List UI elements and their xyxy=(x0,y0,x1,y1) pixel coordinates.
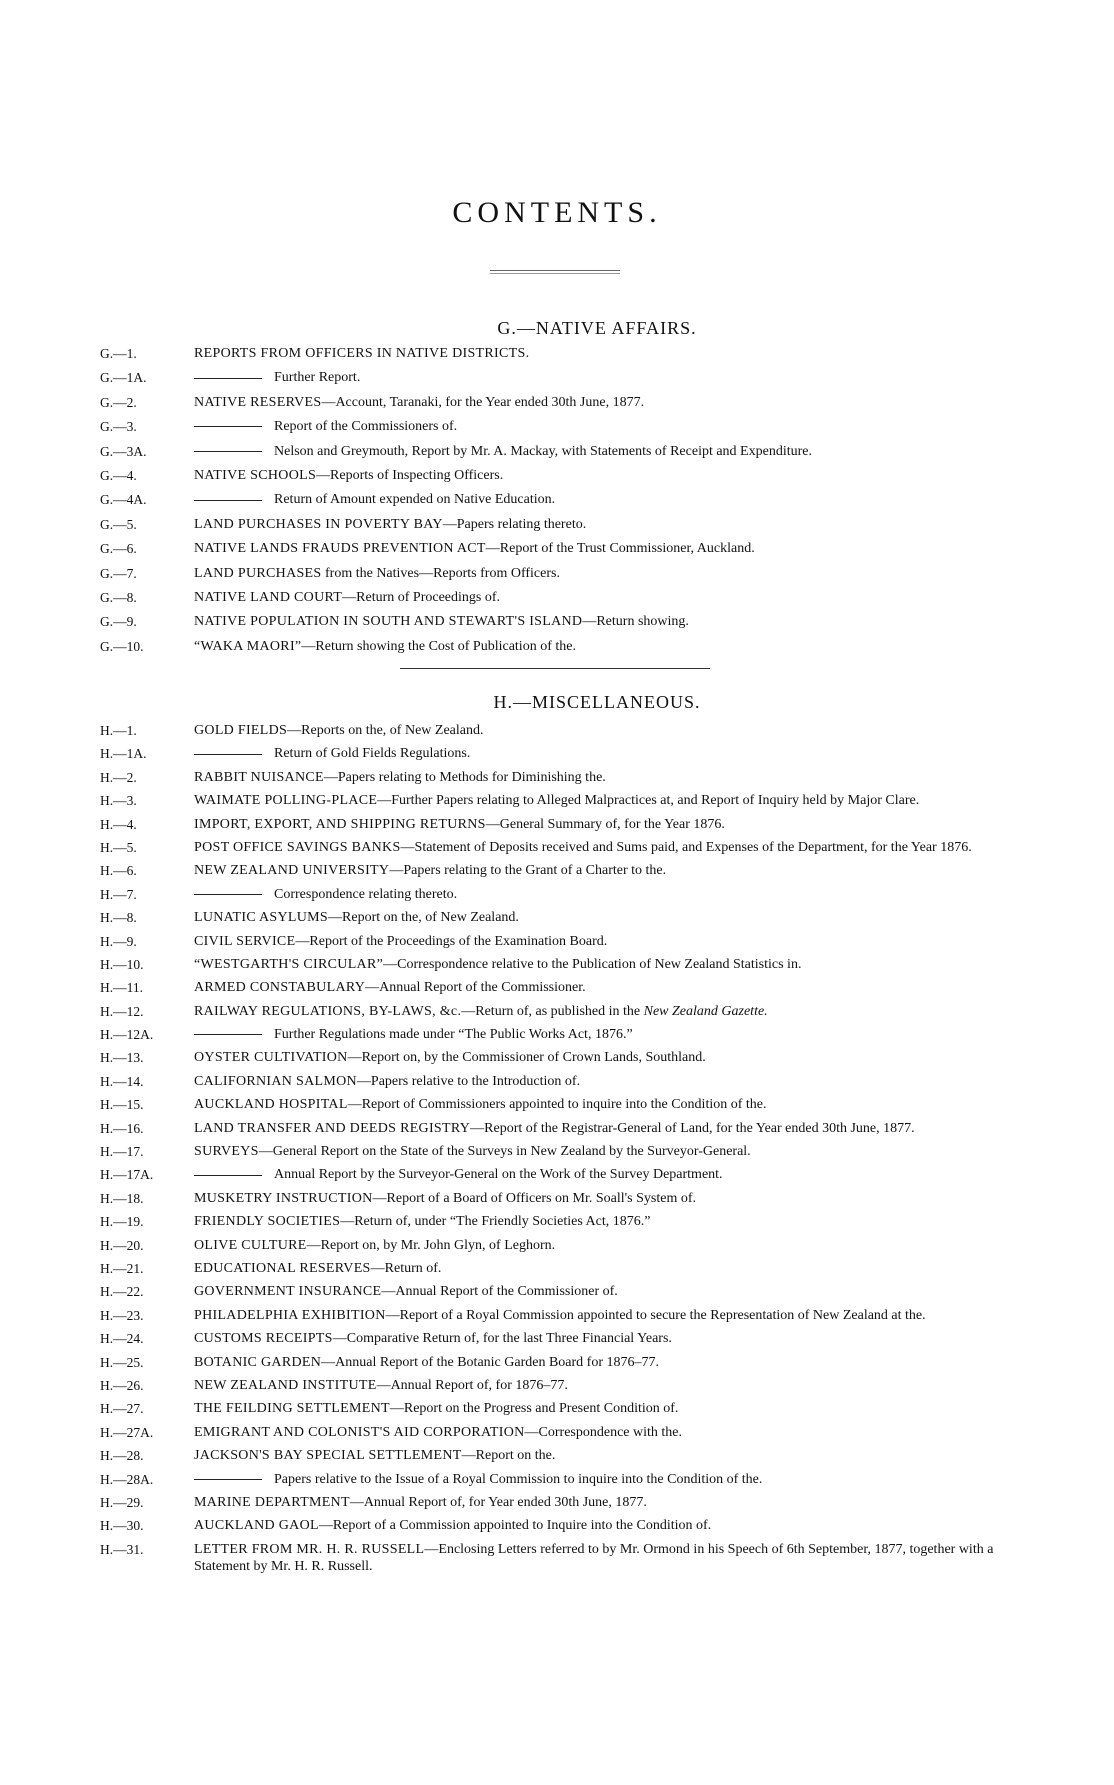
entry-description xyxy=(186,1541,1015,1575)
entry-title: LETTER FROM MR. H. R. RUSSELL xyxy=(194,1541,425,1557)
contents-entry xyxy=(100,745,1015,762)
ditto-rule xyxy=(194,1034,262,1035)
entry-text: —Papers relating thereto. xyxy=(442,516,587,532)
entry-text: —Annual Report of, for 1876–77. xyxy=(376,1377,568,1393)
ditto-rule xyxy=(194,754,262,755)
section-divider xyxy=(400,668,710,669)
entry-title: JACKSON'S BAY SPECIAL SETTLEMENT xyxy=(194,1448,462,1464)
entry-description xyxy=(186,1307,1015,1324)
entry-text: —Report on the, of New Zealand. xyxy=(328,910,519,926)
entry-reference: H.—21. xyxy=(100,1260,144,1276)
entry-reference: H.—12. xyxy=(100,1003,144,1019)
entry-text: —Return of. xyxy=(370,1260,442,1276)
entry-reference: G.—3A. xyxy=(100,443,147,459)
entry-description xyxy=(186,862,1015,879)
entry-description xyxy=(186,1400,1015,1417)
entry-description xyxy=(186,909,1015,926)
entry-reference: H.—9. xyxy=(100,933,137,949)
entry-text: Correspondence relating thereto. xyxy=(274,886,458,902)
entry-title: FRIENDLY SOCIETIES xyxy=(194,1214,341,1230)
entry-reference: G.—2. xyxy=(100,394,137,410)
entry-description xyxy=(186,369,1015,386)
entry-title: CIVIL SERVICE xyxy=(194,933,296,949)
entry-text: —Report on the. xyxy=(461,1448,556,1464)
entry-reference: H.—1A. xyxy=(100,746,147,762)
entry-description xyxy=(186,1120,1015,1137)
entry-description xyxy=(186,956,1015,973)
entry-title: POST OFFICE SAVINGS BANKS xyxy=(194,839,401,855)
entry-description xyxy=(186,418,1015,435)
entry-text: —Papers relating to Methods for Diminishing the. xyxy=(323,769,606,785)
entry-text: —Annual Report of the Commissioner of. xyxy=(381,1284,618,1300)
contents-entry xyxy=(100,839,1015,856)
section-heading-native-affairs: G.—NATIVE AFFAIRS. xyxy=(497,318,697,338)
contents-entry xyxy=(100,638,1015,655)
entry-description xyxy=(186,1166,1015,1183)
entry-description xyxy=(186,1026,1015,1043)
entry-reference: H.—28A. xyxy=(100,1471,154,1487)
entry-reference: H.—22. xyxy=(100,1284,144,1300)
contents-entry xyxy=(100,792,1015,809)
contents-entry xyxy=(100,516,1015,533)
entry-title: BOTANIC GARDEN xyxy=(194,1354,322,1370)
entry-description xyxy=(186,1003,1015,1020)
contents-entry xyxy=(100,1003,1015,1020)
entry-text: Return of Amount expended on Native Education. xyxy=(274,492,556,508)
contents-entry xyxy=(100,1026,1015,1043)
ditto-rule xyxy=(194,894,262,895)
entry-title: RAILWAY REGULATIONS, BY-LAWS, &c. xyxy=(194,1003,462,1019)
entry-text: —Report of a Royal Commission appointed to secure the Representation of New Zealand at the. xyxy=(385,1307,926,1323)
entry-description xyxy=(186,565,1015,582)
entry-description xyxy=(186,467,1015,484)
entry-text: —Annual Report of, for Year ended 30th June, 1877. xyxy=(349,1494,647,1510)
entry-description xyxy=(186,1213,1015,1230)
contents-entry xyxy=(100,613,1015,630)
entry-description xyxy=(186,516,1015,533)
contents-entry xyxy=(100,565,1015,582)
contents-entry xyxy=(100,1307,1015,1324)
entry-title: NEW ZEALAND UNIVERSITY xyxy=(194,863,390,879)
entry-description xyxy=(186,933,1015,950)
entry-title: THE FEILDING SETTLEMENT xyxy=(194,1401,390,1417)
entry-text: —Return showing. xyxy=(582,614,689,630)
entry-text: —Report on the Progress and Present Condition of. xyxy=(389,1401,679,1417)
ditto-rule xyxy=(194,500,262,501)
entry-text: —Statement of Deposits received and Sums paid, and Expenses of the Department, for the Year 1876. xyxy=(400,839,972,855)
entry-reference: H.—11. xyxy=(100,980,143,996)
entry-reference: G.—1. xyxy=(100,346,137,361)
contents-entry xyxy=(100,345,1015,362)
contents-entry xyxy=(100,1049,1015,1066)
entry-description xyxy=(186,1190,1015,1207)
entry-text: Nelson and Greymouth, Report by Mr. A. Mackay, with Statements of Receipt and Expenditure. xyxy=(274,443,812,459)
entry-text: —Report on, by Mr. John Glyn, of Leghorn. xyxy=(306,1237,556,1253)
entry-reference: H.—3. xyxy=(100,793,137,809)
entry-title: NATIVE POPULATION IN SOUTH AND STEWART'S ISLAND xyxy=(194,614,583,630)
contents-entry xyxy=(100,1377,1015,1394)
contents-entry xyxy=(100,1237,1015,1254)
entry-text: Return of Gold Fields Regulations. xyxy=(274,746,471,762)
entry-reference: H.—17A. xyxy=(100,1167,154,1183)
entry-description xyxy=(186,1073,1015,1090)
contents-entry xyxy=(100,1213,1015,1230)
entry-reference: H.—20. xyxy=(100,1237,144,1253)
entry-text: —Papers relative to the Introduction of. xyxy=(356,1073,581,1089)
entry-title: CALIFORNIAN SALMON xyxy=(194,1073,357,1089)
entry-reference: H.—13. xyxy=(100,1050,144,1066)
entry-reference: H.—1. xyxy=(100,723,137,738)
entry-reference: H.—30. xyxy=(100,1518,144,1534)
entry-text: —Annual Report of the Commissioner. xyxy=(365,980,586,996)
entry-reference: H.—23. xyxy=(100,1307,144,1323)
contents-entry xyxy=(100,589,1015,606)
contents-entry xyxy=(100,467,1015,484)
contents-entry xyxy=(100,369,1015,386)
entry-text: Further Report. xyxy=(274,370,361,386)
ditto-rule xyxy=(194,1479,262,1480)
entry-title: NATIVE RESERVES xyxy=(194,394,322,410)
contents-entry xyxy=(100,540,1015,557)
entry-description xyxy=(186,491,1015,508)
entry-title: “WESTGARTH'S CIRCULAR” xyxy=(194,956,384,972)
entry-reference: H.—10. xyxy=(100,956,144,972)
entry-reference: G.—3. xyxy=(100,419,137,435)
contents-entry xyxy=(100,491,1015,508)
entry-reference: G.—5. xyxy=(100,516,137,532)
entry-title: NEW ZEALAND INSTITUTE xyxy=(194,1377,377,1393)
ditto-rule xyxy=(194,1175,262,1176)
entry-description xyxy=(186,1049,1015,1066)
contents-entry xyxy=(100,933,1015,950)
entry-title: OYSTER CULTIVATION xyxy=(194,1050,348,1066)
entry-reference: H.—7. xyxy=(100,886,137,902)
contents-entry xyxy=(100,418,1015,435)
ditto-rule xyxy=(194,426,262,427)
entry-title: AUCKLAND HOSPITAL xyxy=(194,1097,348,1113)
contents-entry xyxy=(100,886,1015,903)
entry-description xyxy=(186,1494,1015,1511)
entry-text: Annual Report by the Surveyor-General on the Work of the Survey Department. xyxy=(274,1167,723,1183)
entry-title: EMIGRANT AND COLONIST'S AID CORPORATION xyxy=(194,1424,525,1440)
contents-entry xyxy=(100,1494,1015,1511)
entry-text: Report of the Commissioners of. xyxy=(274,419,458,435)
entry-title: SURVEYS xyxy=(194,1144,259,1160)
entry-italic-text: New Zealand Gazette. xyxy=(643,1003,768,1019)
entry-reference: G.—7. xyxy=(100,565,137,581)
contents-entry xyxy=(100,956,1015,973)
contents-entry xyxy=(100,1096,1015,1113)
entry-reference: H.—28. xyxy=(100,1448,144,1464)
entry-description xyxy=(186,1330,1015,1347)
entry-description xyxy=(186,394,1015,411)
entry-title: LAND PURCHASES xyxy=(194,565,322,581)
contents-entry xyxy=(100,1471,1015,1488)
contents-entry xyxy=(100,1447,1015,1464)
entry-text: —Return of, under “The Friendly Societies Act, 1876.” xyxy=(340,1214,651,1230)
section-heading-miscellaneous: H.—MISCELLANEOUS. xyxy=(493,692,701,712)
entry-text: —Account, Taranaki, for the Year ended 30th June, 1877. xyxy=(321,394,645,410)
contents-entry xyxy=(100,394,1015,411)
entry-title: “WAKA MAORI” xyxy=(194,638,302,654)
entry-description xyxy=(186,745,1015,762)
entry-title: REPORTS FROM OFFICERS IN NATIVE DISTRICTS. xyxy=(194,346,530,361)
entry-description xyxy=(186,1283,1015,1300)
entry-description xyxy=(186,638,1015,655)
entry-description xyxy=(186,792,1015,809)
entry-reference: G.—6. xyxy=(100,541,137,557)
contents-entry xyxy=(100,769,1015,786)
entry-text: —Report of the Registrar-General of Land, for the Year ended 30th June, 1877. xyxy=(470,1120,915,1136)
entry-description xyxy=(186,613,1015,630)
entry-description xyxy=(186,839,1015,856)
entry-reference: G.—8. xyxy=(100,589,137,605)
entry-reference: G.—4. xyxy=(100,467,137,483)
entry-title: CUSTOMS RECEIPTS xyxy=(194,1331,333,1347)
entry-text: —Papers relating to the Grant of a Charter to the. xyxy=(389,863,667,879)
contents-entry xyxy=(100,816,1015,833)
entry-text: —Report of a Board of Officers on Mr. Soall's System of. xyxy=(372,1190,696,1206)
entry-text: —Return of, as published in the xyxy=(461,1003,644,1019)
entry-reference: H.—5. xyxy=(100,839,137,855)
miscellaneous-list xyxy=(100,722,1015,1581)
entry-title: LAND TRANSFER AND DEEDS REGISTRY xyxy=(194,1120,471,1136)
entry-description xyxy=(186,886,1015,903)
entry-reference: H.—4. xyxy=(100,816,137,832)
entry-title: NATIVE LAND COURT xyxy=(194,589,343,605)
entry-title: MARINE DEPARTMENT xyxy=(194,1494,350,1510)
entry-text: Papers relative to the Issue of a Royal Commission to inquire into the Condition of the. xyxy=(274,1471,763,1487)
entry-description xyxy=(186,1471,1015,1488)
entry-reference: H.—31. xyxy=(100,1541,144,1557)
contents-entry xyxy=(100,1354,1015,1371)
entry-text: —General Report on the State of the Surveys in New Zealand by the Surveyor-General. xyxy=(258,1144,751,1160)
entry-title: ARMED CONSTABULARY xyxy=(194,980,366,996)
entry-description xyxy=(186,816,1015,833)
entry-description xyxy=(186,1260,1015,1277)
entry-title: NATIVE SCHOOLS xyxy=(194,467,317,483)
entry-text: —Reports on the, of New Zealand. xyxy=(287,723,484,738)
entry-title: EDUCATIONAL RESERVES xyxy=(194,1260,371,1276)
entry-title: OLIVE CULTURE xyxy=(194,1237,307,1253)
entry-title: GOVERNMENT INSURANCE xyxy=(194,1284,382,1300)
entry-text: —Further Papers relating to Alleged Malpractices at, and Report of Inquiry held by Major Clare. xyxy=(377,793,920,809)
entry-description xyxy=(186,1354,1015,1371)
entry-text: —Report of the Proceedings of the Examination Board. xyxy=(295,933,608,949)
entry-reference: H.—18. xyxy=(100,1190,144,1206)
entry-reference: G.—1A. xyxy=(100,370,147,386)
entry-text: Further Regulations made under “The Public Works Act, 1876.” xyxy=(274,1027,633,1043)
entry-description xyxy=(186,769,1015,786)
native-affairs-list xyxy=(100,345,1015,662)
entry-text: —Correspondence relative to the Publication of New Zealand Statistics in. xyxy=(383,956,802,972)
entry-title: WAIMATE POLLING-PLACE xyxy=(194,793,378,809)
entry-reference: H.—17. xyxy=(100,1144,144,1160)
entry-text: —Reports of Inspecting Officers. xyxy=(316,467,504,483)
entry-description xyxy=(186,1096,1015,1113)
title-rule xyxy=(490,270,620,274)
entry-text: —Report of Commissioners appointed to inquire into the Condition of the. xyxy=(347,1097,767,1113)
entry-reference: H.—24. xyxy=(100,1331,144,1347)
entry-text: —Return of Proceedings of. xyxy=(342,589,500,605)
entry-reference: H.—27A. xyxy=(100,1424,154,1440)
entry-title: AUCKLAND GAOL xyxy=(194,1518,319,1534)
entry-reference: H.—6. xyxy=(100,863,137,879)
contents-entry xyxy=(100,862,1015,879)
entry-text: from the Natives—Reports from Officers. xyxy=(321,565,560,581)
entry-reference: H.—19. xyxy=(100,1214,144,1230)
contents-entry xyxy=(100,722,1015,739)
entry-reference: H.—2. xyxy=(100,769,137,785)
entry-reference: H.—15. xyxy=(100,1097,144,1113)
entry-title: NATIVE LANDS FRAUDS PREVENTION ACT xyxy=(194,541,486,557)
contents-entry xyxy=(100,1073,1015,1090)
entry-description xyxy=(186,722,1015,739)
entry-title: LAND PURCHASES IN POVERTY BAY xyxy=(194,516,443,532)
entry-reference: G.—10. xyxy=(100,638,144,654)
entry-reference: H.—29. xyxy=(100,1494,144,1510)
entry-description xyxy=(186,979,1015,996)
entry-description xyxy=(186,443,1015,460)
page-title: CONTENTS. xyxy=(452,196,662,229)
entry-title: MUSKETRY INSTRUCTION xyxy=(194,1190,373,1206)
entry-text: —Report of the Trust Commissioner, Auckland. xyxy=(485,541,755,557)
entry-description xyxy=(186,1143,1015,1160)
contents-entry xyxy=(100,1166,1015,1183)
entry-text: —General Summary of, for the Year 1876. xyxy=(485,816,725,832)
contents-entry xyxy=(100,909,1015,926)
entry-description xyxy=(186,345,1015,362)
entry-title: LUNATIC ASYLUMS xyxy=(194,910,329,926)
entry-reference: G.—9. xyxy=(100,614,137,630)
entry-text: —Enclosing Letters referred to by Mr. Ormond in his Speech of 6th September, 1877, together with a Statement by Mr. H. R. Russell. xyxy=(194,1541,994,1574)
entry-description xyxy=(186,1424,1015,1441)
entry-description xyxy=(186,1237,1015,1254)
contents-entry xyxy=(100,1143,1015,1160)
entry-title: IMPORT, EXPORT, AND SHIPPING RETURNS xyxy=(194,816,486,832)
entry-description xyxy=(186,540,1015,557)
contents-entry xyxy=(100,1260,1015,1277)
contents-entry xyxy=(100,1330,1015,1347)
entry-title: PHILADELPHIA EXHIBITION xyxy=(194,1307,386,1323)
ditto-rule xyxy=(194,451,262,452)
entry-description xyxy=(186,1517,1015,1534)
entry-text: —Report of a Commission appointed to Inquire into the Condition of. xyxy=(318,1518,712,1534)
entry-reference: H.—12A. xyxy=(100,1027,154,1043)
contents-entry xyxy=(100,979,1015,996)
entry-text: —Comparative Return of, for the last Three Financial Years. xyxy=(332,1331,672,1347)
entry-reference: H.—26. xyxy=(100,1377,144,1393)
contents-entry xyxy=(100,1424,1015,1441)
entry-title: GOLD FIELDS xyxy=(194,723,288,738)
entry-text: —Correspondence with the. xyxy=(524,1424,683,1440)
contents-entry xyxy=(100,1400,1015,1417)
entry-reference: H.—16. xyxy=(100,1120,144,1136)
entry-description xyxy=(186,1377,1015,1394)
entry-reference: G.—4A. xyxy=(100,492,147,508)
contents-entry xyxy=(100,1120,1015,1137)
entry-text: —Return showing the Cost of Publication of the. xyxy=(301,638,576,654)
contents-entry xyxy=(100,1190,1015,1207)
entry-reference: H.—8. xyxy=(100,910,137,926)
entry-description xyxy=(186,1447,1015,1464)
contents-entry xyxy=(100,443,1015,460)
entry-reference: H.—25. xyxy=(100,1354,144,1370)
ditto-rule xyxy=(194,378,262,379)
contents-entry xyxy=(100,1283,1015,1300)
entry-text: —Annual Report of the Botanic Garden Board for 1876–77. xyxy=(321,1354,660,1370)
entry-reference: H.—27. xyxy=(100,1401,144,1417)
entry-reference: H.—14. xyxy=(100,1073,144,1089)
entry-text: —Report on, by the Commissioner of Crown Lands, Southland. xyxy=(347,1050,706,1066)
entry-description xyxy=(186,589,1015,606)
contents-entry xyxy=(100,1541,1015,1575)
contents-entry xyxy=(100,1517,1015,1534)
entry-title: RABBIT NUISANCE xyxy=(194,769,324,785)
